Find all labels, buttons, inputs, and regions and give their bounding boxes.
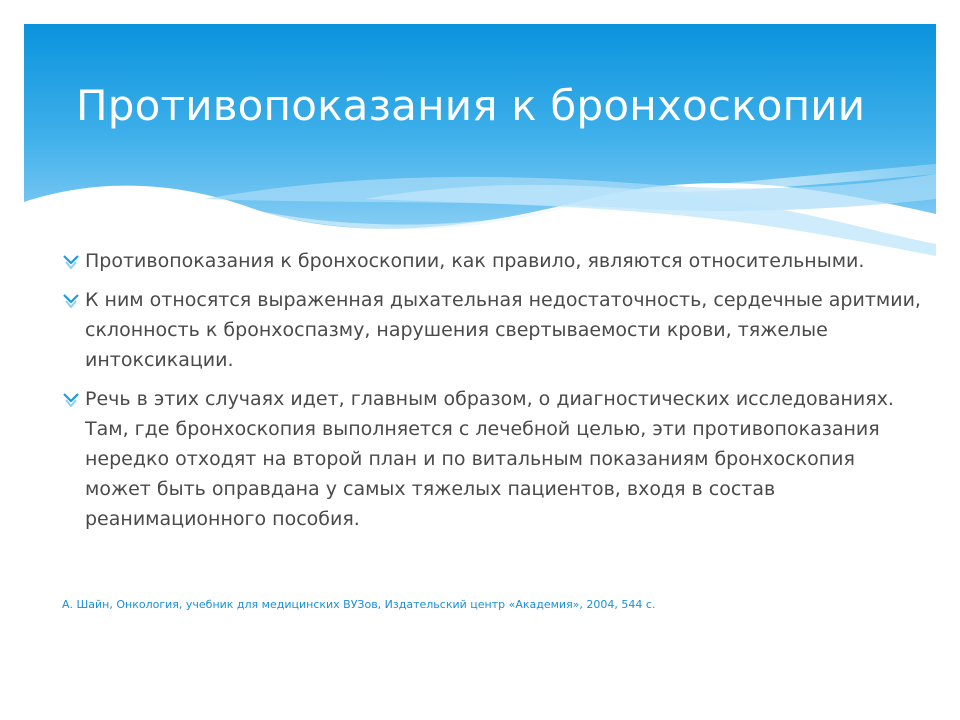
bullet-list — [62, 246, 922, 543]
header-wave-background — [24, 24, 936, 264]
source-citation: А. Шайн, Онкология, учебник для медицинских ВУЗов, Издательский центр «Академия», 2004, 544 с. — [62, 598, 656, 611]
bullet-item — [62, 246, 922, 276]
bullet-text: К ним относятся выраженная дыхательная недостаточность, сердечные аритмии, склонность к бронхоспазму, нарушения свертываемости крови, тяжелые интоксикации. — [85, 289, 921, 371]
header-banner — [24, 24, 936, 264]
bullet-text: Речь в этих случаях идет, главным образом, о диагностических исследованиях. Там, где бронхоскопия выполняется с лечебной целью, эти противопоказания нередко отходят на второй план и по витальным показаниям бронхоскопия может быть оправдана у самых тяжелых пациентов, входя в состав реанимационного пособия. — [85, 388, 894, 530]
bullet-item — [62, 285, 922, 375]
chevron-check-icon — [62, 292, 80, 310]
chevron-check-icon — [62, 391, 80, 409]
bullet-item — [62, 384, 922, 534]
bullet-text: Противопоказания к бронхоскопии, как правило, являются относительными. — [85, 250, 865, 272]
chevron-check-icon — [62, 253, 80, 271]
slide-title: Противопоказания к бронхоскопии — [76, 81, 866, 130]
